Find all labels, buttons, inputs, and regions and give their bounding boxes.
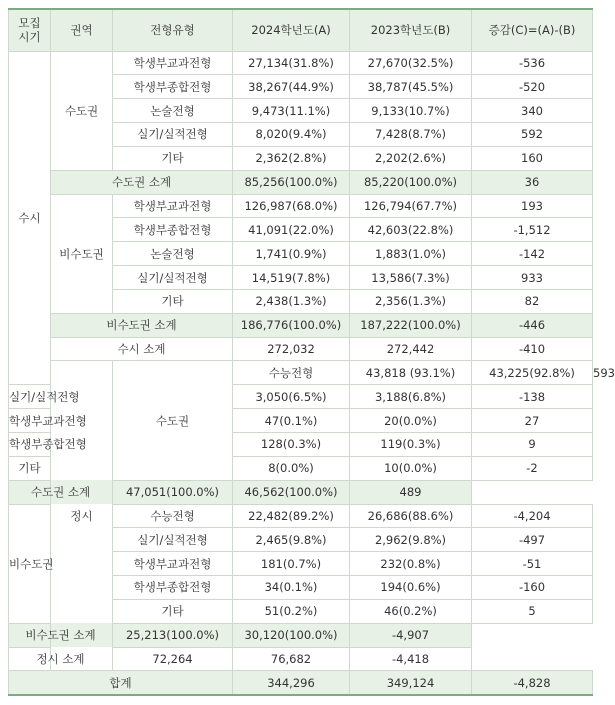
type-cell: 학생부종합전형	[113, 576, 233, 600]
type-cell: 기타	[113, 599, 233, 623]
value-2023: 2,202(2.6%)	[350, 146, 472, 170]
value-2023: 232(0.8%)	[350, 552, 472, 576]
value-diff: 82	[472, 289, 593, 313]
type-cell: 실기/실적전형	[113, 266, 233, 290]
value-2023: 27,670(32.5%)	[350, 51, 472, 75]
type-cell: 학생부교과전형	[113, 552, 233, 576]
value-2024: 47,051(100.0%)	[113, 480, 233, 504]
type-cell: 학생부종합전형	[9, 433, 51, 457]
value-2023: 43,225(92.8%)	[472, 361, 593, 385]
value-2023: 272,442	[350, 337, 472, 361]
subtotal-row	[9, 623, 593, 647]
subtotal-label: 수시 소계	[51, 337, 233, 361]
type-cell: 수능전형	[113, 504, 233, 528]
table-row	[9, 194, 593, 218]
subtotal-row	[9, 170, 593, 194]
type-cell: 논술전형	[113, 242, 233, 266]
value-2023: 2,356(1.3%)	[350, 289, 472, 313]
value-2023: 9,133(10.7%)	[350, 99, 472, 123]
value-2024: 14,519(7.8%)	[233, 266, 350, 290]
value-diff: 340	[472, 99, 593, 123]
value-diff: 592	[472, 123, 593, 147]
value-2024: 186,776(100.0%)	[233, 313, 350, 337]
header-type: 전형유형	[113, 9, 233, 51]
value-2024: 25,213(100.0%)	[113, 623, 233, 647]
type-cell: 논술전형	[113, 99, 233, 123]
value-diff: -497	[472, 528, 593, 552]
value-2023: 194(0.6%)	[350, 576, 472, 600]
value-diff: -1,512	[472, 218, 593, 242]
value-2023: 38,787(45.5%)	[350, 75, 472, 99]
value-2023: 349,124	[350, 671, 472, 695]
value-2024: 128(0.3%)	[233, 433, 350, 457]
value-2023: 1,883(1.0%)	[350, 242, 472, 266]
value-diff: -51	[472, 552, 593, 576]
subtotal-label: 비수도권 소계	[51, 313, 233, 337]
value-2024: 47(0.1%)	[233, 409, 350, 433]
value-2023: 3,188(6.8%)	[350, 385, 472, 409]
value-2024: 1,741(0.9%)	[233, 242, 350, 266]
value-diff: 489	[350, 480, 472, 504]
value-2024: 27,134(31.8%)	[233, 51, 350, 75]
value-diff: -520	[472, 75, 593, 99]
value-2023: 119(0.3%)	[350, 433, 472, 457]
value-2024: 85,256(100.0%)	[233, 170, 350, 194]
value-2023: 7,428(8.7%)	[350, 123, 472, 147]
header-period: 모집 시기	[9, 9, 51, 51]
value-diff: -4,828	[472, 671, 593, 695]
total-row	[9, 671, 593, 695]
value-2023: 13,586(7.3%)	[350, 266, 472, 290]
value-2023: 30,120(100.0%)	[233, 623, 350, 647]
value-diff: 36	[472, 170, 593, 194]
value-2024: 344,296	[233, 671, 350, 695]
value-2024: 181(0.7%)	[233, 552, 350, 576]
value-diff: 160	[472, 146, 593, 170]
value-2024: 41,091(22.0%)	[233, 218, 350, 242]
value-2024: 72,264	[113, 647, 233, 671]
type-cell: 기타	[9, 456, 51, 480]
value-2024: 272,032	[233, 337, 350, 361]
subtotal-label: 수도권 소계	[9, 480, 113, 504]
jeongsi-subtotal-row	[9, 647, 593, 671]
value-2023: 76,682	[233, 647, 350, 671]
value-2023: 126,794(67.7%)	[350, 194, 472, 218]
value-2024: 9,473(11.1%)	[233, 99, 350, 123]
total-label: 합계	[9, 671, 233, 695]
period-susi: 수시	[9, 51, 51, 385]
value-2024: 126,987(68.0%)	[233, 194, 350, 218]
subtotal-row	[9, 313, 593, 337]
value-2024: 22,482(89.2%)	[233, 504, 350, 528]
value-2023: 46(0.2%)	[350, 599, 472, 623]
type-cell: 학생부교과전형	[9, 409, 51, 433]
type-cell: 수능전형	[233, 361, 350, 385]
value-2023: 42,603(22.8%)	[350, 218, 472, 242]
value-diff: -446	[472, 313, 593, 337]
header-2023: 2023학년도(B)	[350, 9, 472, 51]
region-capital: 수도권	[113, 361, 233, 480]
admissions-table	[8, 8, 615, 696]
type-cell: 기타	[113, 146, 233, 170]
value-2024: 3,050(6.5%)	[233, 385, 350, 409]
type-cell: 학생부종합전형	[113, 218, 233, 242]
type-cell: 실기/실적전형	[9, 385, 51, 409]
value-diff: 9	[472, 433, 593, 457]
value-2024: 8,020(9.4%)	[233, 123, 350, 147]
value-2024: 2,362(2.8%)	[233, 146, 350, 170]
value-diff: 5	[472, 599, 593, 623]
period-jeongsi: 정시	[51, 361, 113, 671]
value-2023: 26,686(88.6%)	[350, 504, 472, 528]
value-2024: 51(0.2%)	[233, 599, 350, 623]
type-cell: 학생부교과전형	[113, 51, 233, 75]
table-row	[9, 51, 593, 75]
header-diff: 증감(C)=(A)-(B)	[472, 9, 593, 51]
value-2024: 38,267(44.9%)	[233, 75, 350, 99]
value-2024: 2,438(1.3%)	[233, 289, 350, 313]
subtotal-row	[9, 480, 593, 504]
region-noncapital: 비수도권	[51, 194, 113, 313]
value-diff: 933	[472, 266, 593, 290]
table-row: 정시 수도권 수능전형 43,818 (93.1%) 43,225(92.8%) 593	[9, 361, 593, 385]
value-2024: 34(0.1%)	[233, 576, 350, 600]
value-2024: 2,465(9.8%)	[233, 528, 350, 552]
header-region: 권역	[51, 9, 113, 51]
type-cell: 기타	[113, 289, 233, 313]
value-diff: -410	[472, 337, 593, 361]
type-cell: 실기/실적전형	[113, 528, 233, 552]
value-diff: -4,418	[350, 647, 472, 671]
subtotal-label: 정시 소계	[9, 647, 113, 671]
susi-subtotal-row	[9, 337, 593, 361]
value-2023: 85,220(100.0%)	[350, 170, 472, 194]
value-diff: -536	[472, 51, 593, 75]
value-2023: 20(0.0%)	[350, 409, 472, 433]
value-diff: -142	[472, 242, 593, 266]
subtotal-label: 수도권 소계	[51, 170, 233, 194]
region-noncapital: 비수도권	[9, 504, 51, 623]
type-cell: 학생부종합전형	[113, 75, 233, 99]
value-2023: 46,562(100.0%)	[233, 480, 350, 504]
value-2023: 187,222(100.0%)	[350, 313, 472, 337]
header-2024: 2024학년도(A)	[233, 9, 350, 51]
value-diff: -2	[472, 456, 593, 480]
value-diff: -160	[472, 576, 593, 600]
value-diff: -138	[472, 385, 593, 409]
value-diff: 193	[472, 194, 593, 218]
value-diff: -4,204	[472, 504, 593, 528]
region-capital: 수도권	[51, 51, 113, 170]
value-2023: 10(0.0%)	[350, 456, 472, 480]
value-diff: -4,907	[350, 623, 472, 647]
header-row	[9, 9, 593, 51]
subtotal-label: 비수도권 소계	[9, 623, 113, 647]
value-2023: 2,962(9.8%)	[350, 528, 472, 552]
type-cell: 실기/실적전형	[113, 123, 233, 147]
value-diff: 27	[472, 409, 593, 433]
type-cell: 학생부교과전형	[113, 194, 233, 218]
value-2024: 43,818 (93.1%)	[350, 361, 472, 385]
value-2024: 8(0.0%)	[233, 456, 350, 480]
